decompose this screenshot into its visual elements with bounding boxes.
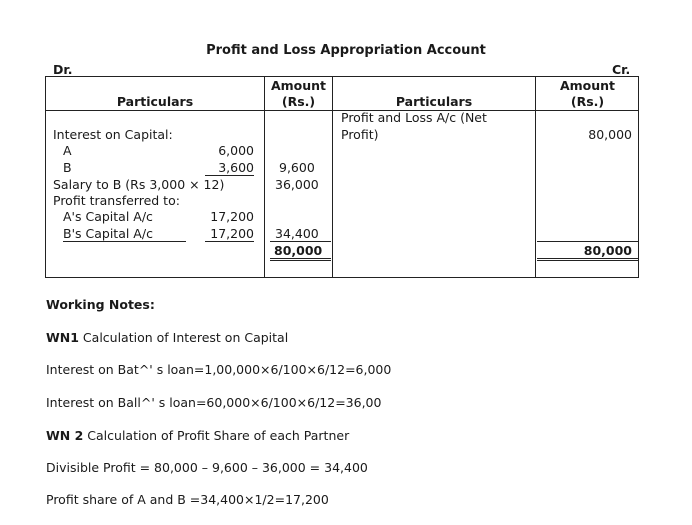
pl-account-label-line1: Profit and Loss A/c (Net bbox=[341, 110, 487, 125]
wn2-label: WN 2 bbox=[46, 428, 84, 443]
left-grand-total: 80,000 bbox=[274, 243, 323, 258]
left-particulars-header: Particulars bbox=[116, 94, 194, 109]
interest-total: 9,600 bbox=[279, 160, 315, 175]
credit-label: Cr. bbox=[612, 62, 631, 77]
profit-share: Profit share of A and B =34,400×1/2=17,200 bbox=[46, 492, 329, 507]
wn1-text: Calculation of Interest on Capital bbox=[78, 330, 289, 345]
debit-label: Dr. bbox=[53, 62, 73, 77]
left-amount-header: Amount bbox=[270, 78, 327, 93]
left-total-bottom-rule bbox=[270, 258, 331, 261]
wn2-text: Calculation of Profit Share of each Partner bbox=[83, 428, 350, 443]
working-notes-heading: Working Notes: bbox=[46, 297, 155, 312]
partner-a-label: A bbox=[63, 143, 72, 158]
pl-account-value: 80,000 bbox=[588, 127, 632, 142]
right-total-bottom-rule bbox=[537, 258, 638, 261]
right-grand-total: 80,000 bbox=[583, 243, 632, 258]
right-amount-unit: (Rs.) bbox=[570, 94, 605, 109]
wn1-label: WN1 bbox=[46, 330, 79, 345]
partner-b-interest: 3,600 bbox=[205, 160, 254, 176]
pl-account-label-line2: Profit) bbox=[341, 127, 379, 142]
interest-ball-loan: Interest on Ball^' s loan=60,000×6/100×6/12=36,00 bbox=[46, 395, 382, 410]
a-capital-label: A's Capital A/c bbox=[63, 209, 153, 224]
interest-bat-loan: Interest on Bat^' s loan=1,00,000×6/100×6/12=6,000 bbox=[46, 362, 392, 377]
divisible-profit: Divisible Profit = 80,000 – 9,600 – 36,000 = 34,400 bbox=[46, 460, 368, 475]
b-capital-value: 17,200 bbox=[205, 226, 254, 242]
right-total-top-rule bbox=[537, 241, 638, 242]
partner-b-label: B bbox=[63, 160, 72, 175]
left-total-top-rule bbox=[270, 241, 331, 242]
profit-transferred-label: Profit transferred to: bbox=[53, 193, 180, 208]
salary-total: 36,000 bbox=[275, 177, 319, 192]
wn1-line bbox=[46, 330, 288, 345]
partner-a-interest: 6,000 bbox=[218, 143, 254, 158]
account-title: Profit and Loss Appropriation Account bbox=[206, 43, 486, 58]
profit-total: 34,400 bbox=[275, 226, 319, 241]
right-amount-header: Amount bbox=[559, 78, 616, 93]
salary-label: Salary to B (Rs 3,000 × 12) bbox=[53, 177, 225, 192]
b-capital-label: B's Capital A/c bbox=[63, 226, 186, 242]
right-particulars-header: Particulars bbox=[395, 94, 473, 109]
interest-on-capital-label: Interest on Capital: bbox=[53, 127, 173, 142]
wn2-line bbox=[46, 428, 349, 443]
a-capital-value: 17,200 bbox=[210, 209, 254, 224]
left-amount-unit: (Rs.) bbox=[281, 94, 316, 109]
